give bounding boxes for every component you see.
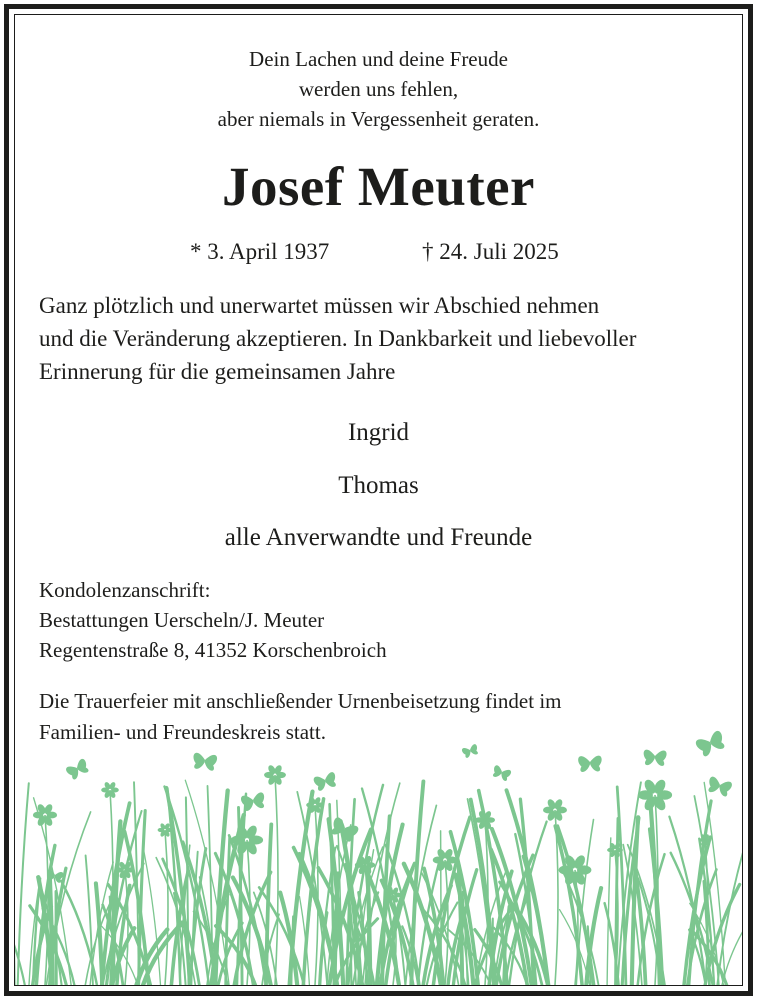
condolence-company: Bestattungen Uerscheln/J. Meuter bbox=[39, 608, 325, 632]
meadow-illustration bbox=[15, 720, 742, 985]
butterfly bbox=[65, 758, 91, 781]
butterfly bbox=[491, 765, 512, 782]
birth-date: * 3. April 1937 bbox=[190, 239, 330, 264]
farewell-message bbox=[39, 289, 729, 388]
condolence-street: Regentenstraße 8, 41352 Korschenbroich bbox=[39, 638, 387, 662]
butterfly bbox=[643, 749, 667, 766]
butterfly bbox=[461, 744, 479, 759]
butterfly bbox=[706, 776, 733, 798]
grass-blade bbox=[617, 787, 626, 985]
meadow-grass bbox=[15, 780, 742, 985]
motto-line: aber niemals in Vergessenheit geraten. bbox=[217, 107, 540, 131]
signer-thomas: Thomas bbox=[338, 472, 419, 499]
motto bbox=[0, 44, 757, 134]
condolence-label: Kondolenzanschrift: bbox=[39, 578, 211, 602]
death-date: † 24. Juli 2025 bbox=[422, 239, 559, 264]
flower-stem bbox=[165, 830, 168, 985]
butterfly bbox=[578, 755, 602, 772]
message-line: Erinnerung für die gemeinsamen Jahre bbox=[39, 359, 396, 384]
life-dates bbox=[0, 236, 757, 268]
butterfly bbox=[313, 772, 338, 792]
condolence-address bbox=[39, 575, 387, 665]
notice-line: Die Trauerfeier mit anschließender Urnenbeisetzung findet im bbox=[39, 689, 562, 713]
butterfly bbox=[695, 730, 728, 758]
grass-blade bbox=[18, 783, 29, 985]
grass-blade bbox=[226, 837, 230, 985]
motto-line: werden uns fehlen, bbox=[298, 77, 459, 101]
flower-stem bbox=[125, 870, 128, 985]
message-line: und die Veränderung akzeptieren. In Dankbarkeit und liebevoller bbox=[39, 326, 637, 351]
notice-line: Familien- und Freundeskreis statt. bbox=[39, 720, 326, 744]
butterfly bbox=[192, 752, 217, 771]
message-line: Ganz plötzlich und unerwartet müssen wir Abschied nehmen bbox=[39, 293, 600, 318]
deceased-name: Josef Meuter bbox=[222, 156, 535, 217]
signer-ingrid: Ingrid bbox=[347, 419, 410, 446]
signer-relatives: alle Anverwandte und Freunde bbox=[224, 524, 533, 551]
flower-stem bbox=[275, 775, 278, 985]
motto-line: Dein Lachen und deine Freude bbox=[249, 47, 508, 71]
